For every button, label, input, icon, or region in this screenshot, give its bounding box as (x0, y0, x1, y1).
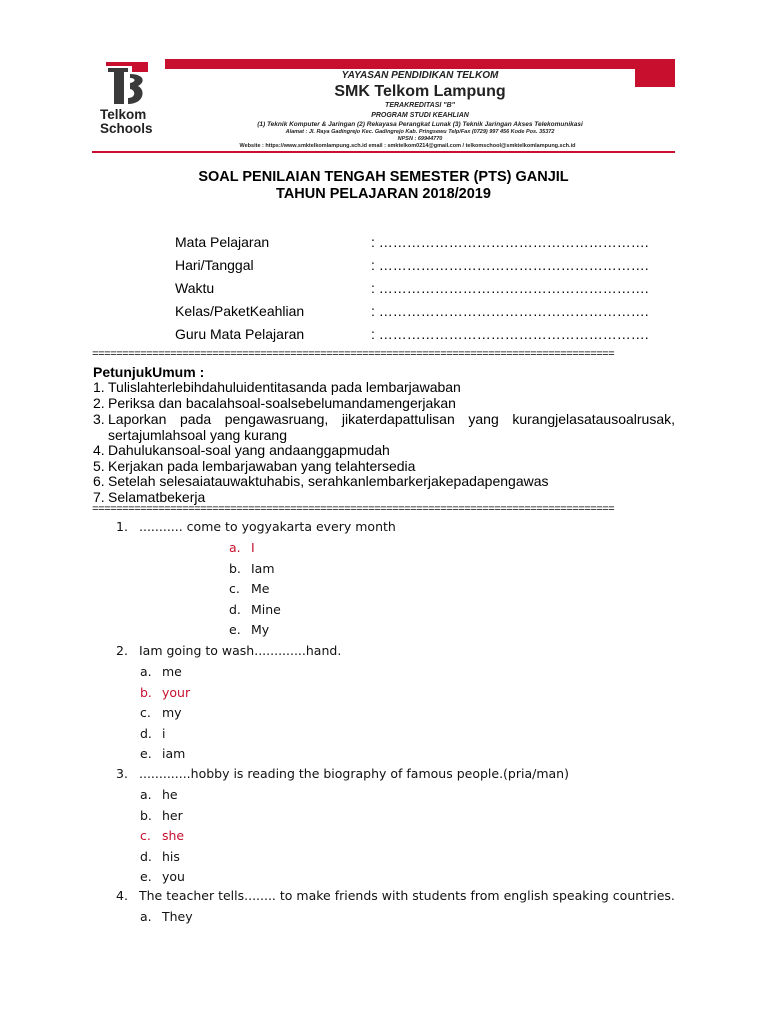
instruction-text: Periksa dan bacalahsoal-soalsebelumandamengerjakan (108, 395, 456, 411)
answer-option (140, 909, 193, 924)
question-text: ........... come to yogyakarta every month (139, 519, 396, 534)
question-text: The teacher tells........ to make friends with students from english speaking countries. (139, 888, 675, 903)
option-text: iam (162, 746, 186, 761)
instruction-number: 3. (93, 411, 105, 427)
answer-option (140, 746, 185, 761)
option-text: Me (251, 581, 270, 596)
question (116, 643, 341, 658)
instruction-item (93, 458, 675, 474)
identity-value: : …………………………………………………. (371, 303, 649, 319)
program-title: PROGRAM STUDI KEAHLIAN (371, 112, 469, 119)
answer-option (229, 602, 281, 617)
identity-row (175, 257, 649, 273)
instruction-text: Dahulukansoal-soal yang andaanggapmudah (108, 442, 390, 458)
option-text: My (251, 622, 270, 637)
school-npsn: NPSN : 69944770 (397, 136, 443, 142)
accreditation: TERAKREDITASI "B" (385, 102, 455, 109)
instruction-number: 5. (93, 458, 105, 474)
question-text: .............hobby is reading the biography of famous people.(pria/man) (139, 766, 569, 781)
option-text: i (162, 725, 166, 741)
instructions-title: PetunjukUmum : (93, 364, 205, 380)
identity-label: Hari/Tanggal (175, 257, 254, 273)
option-text: her (162, 807, 183, 823)
option-letter: e. (140, 869, 152, 884)
header-divider (92, 151, 675, 153)
instruction-text: Tulislahterlebihdahuluidentitasanda pada lembarjawaban (108, 379, 461, 395)
instruction-item (93, 442, 675, 458)
option-text: he (162, 787, 178, 802)
question-number: 3. (116, 766, 128, 781)
instruction-number: 6. (93, 473, 105, 489)
identity-value: : …………………………………………………. (371, 280, 649, 296)
option-letter: e. (229, 622, 241, 637)
separator-top: ======================================================================================= (92, 349, 615, 361)
answer-option (140, 828, 184, 843)
telkom-logo-icon (104, 58, 150, 108)
question (116, 519, 396, 534)
answer-option (140, 726, 165, 741)
question (116, 888, 675, 903)
question-number: 2. (116, 643, 128, 658)
option-text: They (162, 909, 193, 924)
option-letter: a. (140, 909, 152, 924)
school-name: SMK Telkom Lampung (334, 83, 506, 100)
identity-label: Kelas/PaketKeahlian (175, 303, 305, 319)
logo-line-1: Telkom (100, 107, 147, 122)
telkom-schools-logo (100, 58, 160, 136)
instruction-item (93, 473, 675, 489)
identity-label: Guru Mata Pelajaran (175, 326, 305, 342)
identity-row (175, 280, 649, 296)
option-letter: d. (140, 848, 152, 864)
option-text: me (162, 664, 182, 679)
question-text: Iam going to wash.............hand. (139, 643, 342, 658)
instruction-number: 1. (93, 379, 105, 395)
instruction-text: Selamatbekerja (108, 489, 206, 505)
answer-option (140, 705, 182, 720)
option-text: his (162, 848, 180, 864)
option-text: Mine (251, 601, 281, 617)
answer-option (140, 808, 183, 823)
instruction-item (93, 489, 675, 505)
instruction-number: 4. (93, 442, 105, 458)
answer-option (140, 787, 178, 802)
option-letter: c. (140, 828, 151, 843)
option-text: she (162, 828, 185, 843)
identity-value: : …………………………………………………. (371, 257, 649, 273)
identity-row (175, 303, 649, 319)
instruction-text-continued: sertajumlahsoal yang kurang (108, 427, 287, 443)
option-letter: d. (140, 725, 152, 741)
instruction-text: Laporkan pada pengawasruang, jikaterdapattulisan yang kurangjelasatausoalrusak, (108, 411, 675, 427)
school-contacts: Website : https://www.smktelkomlampung.sch.id email : smktelkom0214@gmail.com / telkomschool@smktelkomlampung.sch.id (239, 143, 576, 149)
identity-row (175, 326, 649, 342)
option-letter: c. (229, 581, 240, 596)
answer-option (229, 561, 275, 576)
option-letter: a. (229, 540, 241, 555)
instruction-item (93, 379, 675, 395)
option-letter: a. (140, 664, 152, 679)
instruction-number: 2. (93, 395, 105, 411)
option-letter: d. (229, 601, 241, 617)
option-text: I (251, 540, 255, 555)
question (116, 766, 569, 781)
option-text: your (162, 684, 191, 700)
answer-option (140, 664, 182, 679)
answer-option (229, 581, 269, 596)
identity-value: : …………………………………………………. (371, 326, 649, 342)
question-number: 4. (116, 888, 128, 903)
exam-year: TAHUN PELAJARAN 2018/2019 (276, 186, 491, 202)
separator-bottom: ======================================================================================= (92, 504, 615, 516)
option-text: Iam (251, 560, 275, 576)
option-letter: e. (140, 746, 152, 761)
identity-row (175, 234, 649, 250)
school-address: Alamat : Jl. Raya Gadingrejo Kec. Gadingrejo Kab. Pringsewu Telp/Fax (0729) 997 456 Kode Pos. 35372 (285, 129, 555, 135)
instruction-item (93, 411, 675, 443)
answer-option (140, 849, 180, 864)
instruction-text: Setelah selesaiatauwaktuhabis, serahkanlembarkerjakepadapengawas (108, 473, 549, 489)
answer-option (229, 622, 269, 637)
option-letter: c. (140, 705, 151, 720)
exam-title: SOAL PENILAIAN TENGAH SEMESTER (PTS) GANJIL (198, 169, 569, 185)
option-text: my (162, 705, 182, 720)
logo-line-2: Schools (100, 121, 153, 136)
option-text: you (162, 869, 185, 884)
answer-option (140, 685, 190, 700)
option-letter: b. (229, 560, 241, 576)
answer-option (140, 869, 185, 884)
answer-option (229, 540, 255, 555)
foundation-name: YAYASAN PENDIDIKAN TELKOM (341, 70, 499, 81)
identity-label: Waktu (175, 280, 215, 296)
instruction-item (93, 395, 675, 411)
option-letter: b. (140, 807, 152, 823)
identity-label: Mata Pelajaran (175, 234, 270, 250)
identity-value: : …………………………………………………. (371, 234, 649, 250)
option-letter: a. (140, 787, 152, 802)
option-letter: b. (140, 684, 152, 700)
instruction-text: Kerjakan pada lembarjawaban yang telahtersedia (108, 458, 416, 474)
question-number: 1. (116, 519, 128, 534)
program-list: (1) Teknik Komputer & Jaringan (2) Rekayasa Perangkat Lunak (3) Teknik Jaringan Akses Telekomunikasi (257, 121, 583, 128)
instruction-number: 7. (93, 489, 105, 505)
